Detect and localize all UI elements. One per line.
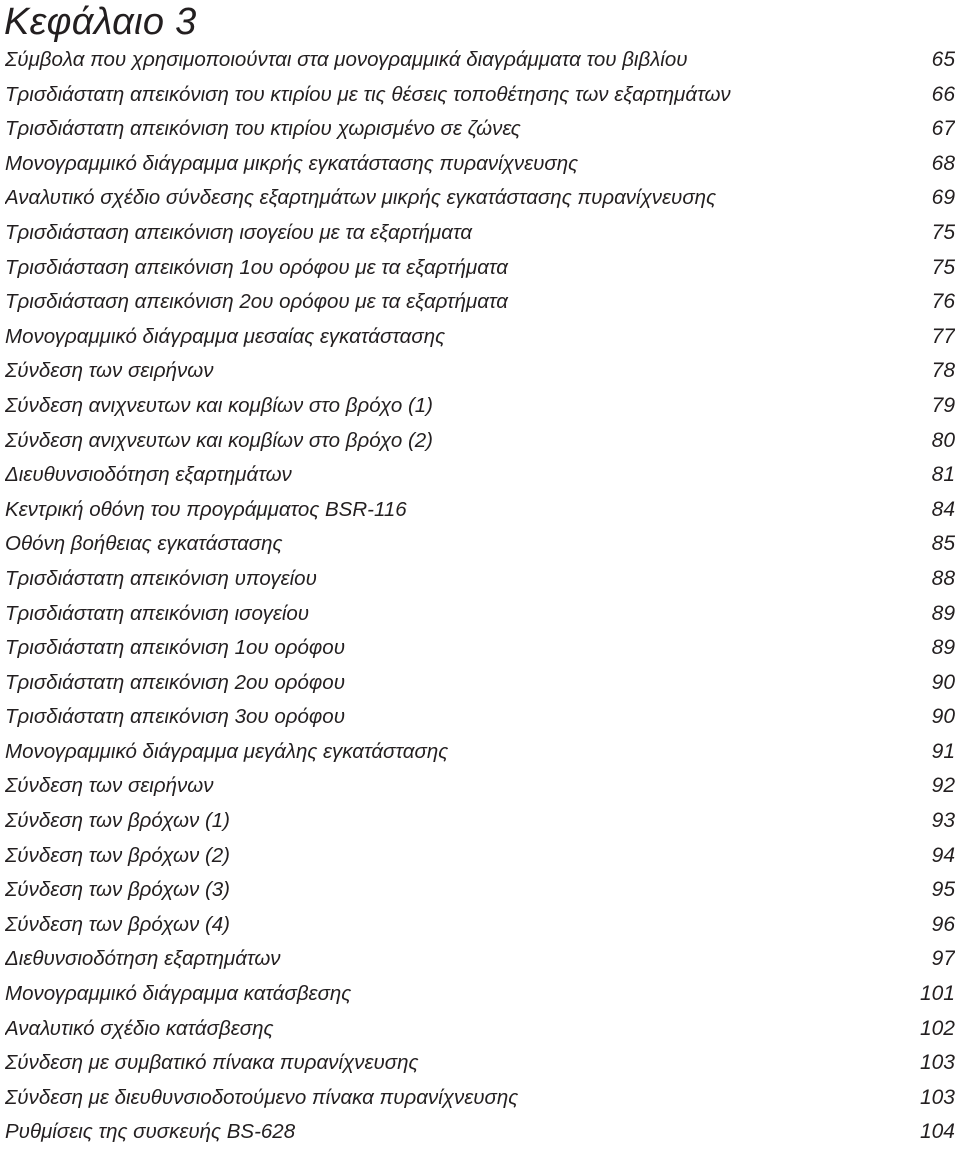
- toc-entry-page-number: 81: [931, 463, 955, 487]
- toc-entry[interactable]: [5, 78, 955, 113]
- toc-entry-title: Τρισδιάσταση απεικόνιση 1ου ορόφου με τα εξαρτήματα: [5, 255, 508, 279]
- toc-entry[interactable]: [5, 1081, 955, 1116]
- toc-entry-title: Τρισδιάστατη απεικόνιση 2ου ορόφου: [5, 670, 345, 694]
- toc-entry-title: Ρυθμίσεις της συσκευής BS-628: [5, 1120, 296, 1144]
- toc-entry-page-number: 84: [931, 497, 955, 521]
- toc-entry-title: Αναλυτικό σχέδιο σύνδεσης εξαρτημάτων μικρής εγκατάστασης πυρανίχνευσης: [5, 186, 717, 210]
- toc-entry[interactable]: [5, 285, 955, 320]
- toc-entry[interactable]: [5, 631, 955, 666]
- toc-entry-page-number: 102: [919, 1016, 955, 1040]
- toc-entry-title: Τρισδιάστατη απεικόνιση του κτιρίου με τις θέσεις τοποθέτησης των εξαρτημάτων: [5, 82, 731, 106]
- toc-entry-page-number: 90: [931, 670, 955, 694]
- toc-entry-page-number: 88: [931, 566, 955, 590]
- toc-entry-page-number: 80: [931, 428, 955, 452]
- toc-entry-title: Τρισδιάστατη απεικόνιση 3ου ορόφου: [5, 705, 345, 729]
- toc-entry-page-number: 103: [919, 1085, 955, 1109]
- toc-entry[interactable]: [5, 389, 955, 424]
- toc-entry-title: Κεντρική οθόνη του προγράμματος BSR-116: [5, 497, 407, 521]
- toc-entry-page-number: 66: [931, 82, 955, 106]
- toc-entry-title: Σύνδεση με συμβατικό πίνακα πυρανίχνευσης: [5, 1051, 419, 1075]
- toc-entry-title: Τρισδιάσταση απεικόνιση ισογείου με τα εξαρτήματα: [5, 220, 473, 244]
- toc-entry[interactable]: [5, 147, 955, 182]
- toc-entry-title: Σύμβολα που χρησιμοποιούνται στα μονογραμμικά διαγράμματα του βιβλίου: [5, 48, 688, 71]
- toc-entry[interactable]: [5, 112, 955, 147]
- toc-entry[interactable]: [5, 597, 955, 632]
- toc-entry[interactable]: [5, 942, 955, 977]
- toc-entry-page-number: 96: [931, 912, 955, 936]
- toc-entry-title: Οθόνη βοήθειας εγκατάστασης: [5, 532, 283, 556]
- toc-entry-title: Σύνδεση των βρόχων (1): [5, 809, 231, 833]
- toc-entry-page-number: 79: [931, 393, 955, 417]
- toc-entry-title: Σύνδεση των σειρήνων: [5, 359, 214, 383]
- toc-entry[interactable]: [5, 458, 955, 493]
- toc-entry-page-number: 95: [931, 878, 955, 902]
- toc-entry-page-number: 78: [931, 359, 955, 383]
- toc-entry[interactable]: [5, 700, 955, 735]
- toc-entry[interactable]: [5, 666, 955, 701]
- toc-entry[interactable]: [5, 977, 955, 1012]
- toc-entry-title: Σύνδεση των σειρήνων: [5, 774, 214, 798]
- toc-entry-page-number: 101: [919, 982, 955, 1006]
- toc-entry[interactable]: [5, 804, 955, 839]
- toc-entry-page-number: 76: [931, 290, 955, 314]
- toc-entry[interactable]: [5, 839, 955, 874]
- toc-entry-title: Τρισδιάστατη απεικόνιση του κτιρίου χωρισμένο σε ζώνες: [5, 117, 521, 141]
- toc-entry-page-number: 75: [931, 255, 955, 279]
- toc-entry[interactable]: [5, 527, 955, 562]
- toc-entry-page-number: 77: [931, 324, 955, 348]
- toc-entry[interactable]: [5, 1046, 955, 1081]
- toc-entry[interactable]: [5, 320, 955, 355]
- toc-entry-title: Σύνδεση ανιχνευτων και κομβίων στο βρόχο (2): [5, 428, 433, 452]
- toc-entry-title: Τρισδιάστατη απεικόνιση υπογείου: [5, 566, 317, 590]
- toc-entry-title: Σύνδεση με διευθυνσιοδοτούμενο πίνακα πυρανίχνευσης: [5, 1085, 519, 1109]
- toc-entry[interactable]: [5, 43, 955, 78]
- toc-entry[interactable]: [5, 251, 955, 286]
- toc-entry[interactable]: [5, 873, 955, 908]
- toc-entry[interactable]: [5, 216, 955, 251]
- toc-entry-title: Διευθυνσιοδότηση εξαρτημάτων: [5, 463, 292, 487]
- toc-entry[interactable]: [5, 735, 955, 770]
- toc-entry[interactable]: [5, 493, 955, 528]
- toc-entry-title: Τρισδιάστατη απεικόνιση ισογείου: [5, 601, 310, 625]
- toc-entry-title: Μονογραμμικό διάγραμμα μικρής εγκατάστασης πυρανίχνευσης: [5, 151, 579, 175]
- toc-entry-page-number: 93: [931, 809, 955, 833]
- toc-entry[interactable]: [5, 769, 955, 804]
- toc-entry-title: Τρισδιάσταση απεικόνιση 2ου ορόφου με τα εξαρτήματα: [5, 290, 508, 314]
- toc-entry[interactable]: [5, 354, 955, 389]
- toc-entry-title: Διεθυνσιοδότηση εξαρτημάτων: [5, 947, 281, 971]
- toc-entry-page-number: 103: [919, 1051, 955, 1075]
- toc-entry-title: Αναλυτικό σχέδιο κατάσβεσης: [5, 1016, 274, 1040]
- toc-entry-page-number: 75: [931, 220, 955, 244]
- toc-entry[interactable]: [5, 1115, 955, 1150]
- toc-entry-page-number: 85: [931, 532, 955, 556]
- toc-entry[interactable]: [5, 562, 955, 597]
- toc-entry-title: Μονογραμμικό διάγραμμα κατάσβεσης: [5, 982, 352, 1006]
- toc-entry-title: Σύνδεση των βρόχων (2): [5, 843, 231, 867]
- toc-entry-title: Μονογραμμικό διάγραμμα μεσαίας εγκατάστασης: [5, 324, 446, 348]
- toc-entry-page-number: 92: [931, 774, 955, 798]
- toc-entry-page-number: 89: [931, 636, 955, 660]
- toc-entry-page-number: 90: [931, 705, 955, 729]
- toc-entry-page-number: 91: [931, 739, 955, 763]
- toc-entry-title: Τρισδιάστατη απεικόνιση 1ου ορόφου: [5, 636, 345, 660]
- toc-entry-page-number: 97: [931, 947, 955, 971]
- toc-entry[interactable]: [5, 908, 955, 943]
- toc-entry[interactable]: [5, 1012, 955, 1047]
- toc-entry-page-number: 68: [931, 151, 955, 175]
- toc-entry-page-number: 94: [931, 843, 955, 867]
- toc-entry-title: Μονογραμμικό διάγραμμα μεγάλης εγκατάστασης: [5, 739, 449, 763]
- chapter-title: Κεφάλαιο 3: [4, 1, 197, 43]
- toc-entry-page-number: 65: [931, 48, 955, 71]
- table-of-contents: [5, 43, 955, 1150]
- toc-entry-title: Σύνδεση ανιχνευτων και κομβίων στο βρόχο (1): [5, 393, 433, 417]
- toc-entry-page-number: 67: [931, 117, 955, 141]
- toc-entry-title: Σύνδεση των βρόχων (3): [5, 878, 231, 902]
- toc-entry-page-number: 104: [919, 1120, 955, 1144]
- toc-entry-page-number: 69: [931, 186, 955, 210]
- toc-entry[interactable]: [5, 181, 955, 216]
- toc-entry-page-number: 89: [931, 601, 955, 625]
- toc-entry[interactable]: [5, 424, 955, 459]
- toc-entry-title: Σύνδεση των βρόχων (4): [5, 912, 231, 936]
